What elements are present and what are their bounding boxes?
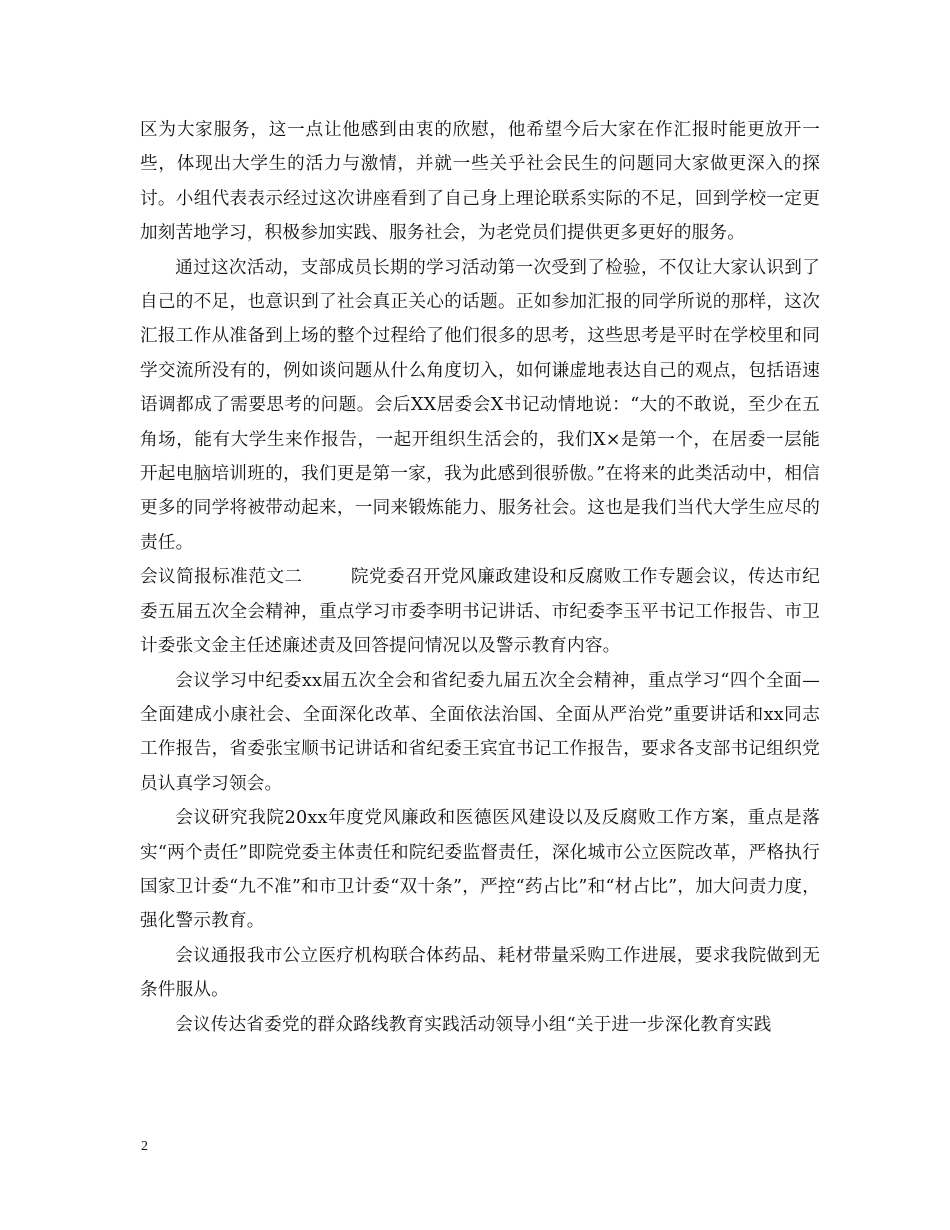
section-title: 会议简报标准范文二	[140, 567, 303, 588]
section-heading-paragraph	[140, 560, 820, 663]
paragraph-education: 会议传达省委党的群众路线教育实践活动领导小组“关于进一步深化教育实践	[175, 1014, 772, 1035]
paragraph-activity-summary: 通过这次活动，支部成员长期的学习活动第一次受到了检验，不仅让大家认识到了自己的不足，也意识到了社会真正关心的话题。正如参加汇报的同学所说的那样，这次汇报工作从准备到上场的整个过程给了他们很多的思考，这些思考是平时在学校里和同学交流所没有的，例如谈问题从什么角度切入，如何谦虚地表达自己的观点，包括语速语调都成了需要思考的问题。会后XX居委会X书记动情地说：“大的不敢说，至少在五角场，能有大学生来作报告，一起开组织生活会的，我们X×是第一个，在居委一层能开起电脑培训班的，我们更是第一家，我为此感到很骄傲。”在将来的此类活动中，相信更多的同学将被带动起来，一同来锻炼能力、服务社会。这也是我们当代大学生应尽的责任。	[140, 257, 820, 553]
title-spacer	[302, 567, 350, 587]
document-body	[140, 113, 820, 1042]
page-number: 2	[141, 1139, 148, 1154]
paragraph-procurement: 会议通报我市公立医疗机构联合体药品、耗材带量采购工作进展，要求我院做到无条件服从。	[140, 945, 820, 1001]
section-lead: 院党委召开党风廉政建设和反腐败工作专题会议，传达市纪委五届五次全会精神，重点学习市委李明书记讲话、市纪委李玉平书记工作报告、市卫计委张文金主任述廉述责及回答提问情况以及警示教育内容。	[140, 567, 821, 657]
paragraph-study: 会议学习中纪委xx届五次全会和省纪委九届五次全会精神，重点学习“四个全面—全面建成小康社会、全面深化改革、全面依法治国、全面从严治党”重要讲话和xx同志工作报告，省委张宝顺书记讲话和省纪委王宾宜书记工作报告，要求各支部书记组织党员认真学习领会。	[140, 670, 820, 794]
paragraph-plan: 会议研究我院20xx年度党风廉政和医德医风建设以及反腐败工作方案，重点是落实“两个责任”即院党委主体责任和院纪委监督责任，深化城市公立医院改革，严格执行国家卫计委“九不准”和市卫计委“双十条”，严控“药占比”和“材占比”，加大问责力度，强化警示教育。	[140, 808, 820, 932]
paragraph-continuation: 区为大家服务，这一点让他感到由衷的欣慰，他希望今后大家在作汇报时能更放开一些，体现出大学生的活力与激情，并就一些关乎社会民生的问题同大家做更深入的探讨。小组代表表示经过这次讲座看到了自己身上理论联系实际的不足，回到学校一定更加刻苦地学习，积极参加实践、服务社会，为老党员们提供更多更好的服务。	[140, 120, 820, 244]
